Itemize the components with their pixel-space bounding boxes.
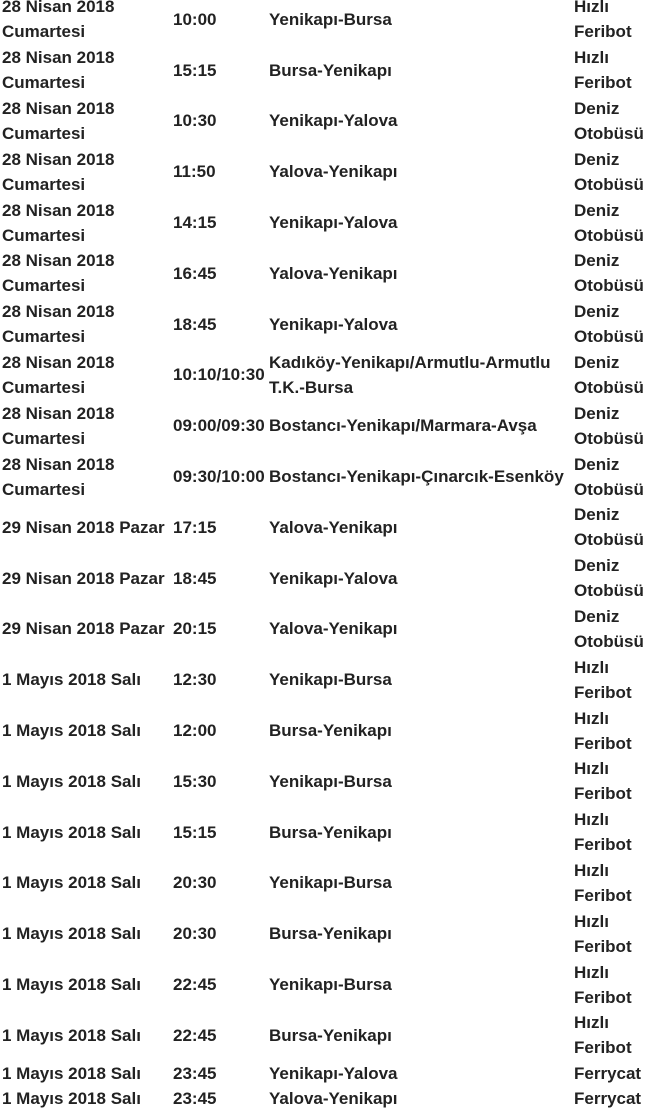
route: Yalova-Yenikapı [269, 619, 398, 639]
table-row [0, 807, 664, 858]
route: Yalova-Yenikapı [269, 1089, 398, 1109]
departure-time: 10:00 [173, 9, 217, 29]
route: Yenikapı-Yalova [269, 314, 398, 334]
vessel-type: Hızlı Feribot [574, 860, 632, 905]
departure-date: 1 Mayıs 2018 Salı [2, 771, 141, 791]
departure-date: 28 Nisan 2018 Cumartesi [2, 302, 115, 347]
departure-date: 1 Mayıs 2018 Salı [2, 670, 141, 690]
departure-time: 18:45 [173, 568, 217, 588]
departure-time: 09:30/10:00 [173, 467, 265, 487]
departure-date: 28 Nisan 2018 Cumartesi [2, 200, 115, 245]
vessel-type: Hızlı Feribot [574, 810, 632, 855]
departure-time: 20:30 [173, 924, 217, 944]
vessel-type: Deniz Otobüsü [574, 149, 644, 194]
departure-time: 12:00 [173, 721, 217, 741]
vessel-type: Deniz Otobüsü [574, 556, 644, 601]
table-row [0, 350, 664, 401]
departure-date: 1 Mayıs 2018 Salı [2, 1063, 141, 1083]
vessel-type: Ferrycat [574, 1063, 642, 1083]
route: Yenikapı-Bursa [269, 771, 392, 791]
route: Yenikapı-Yalova [269, 111, 398, 131]
route: Bursa-Yenikapı [269, 721, 392, 741]
departure-time: 10:10/10:30 [173, 365, 265, 385]
departure-time: 22:45 [173, 975, 217, 995]
departure-time: 12:30 [173, 670, 217, 690]
route: Yenikapı-Yalova [269, 213, 398, 233]
departure-date: 28 Nisan 2018 Cumartesi [2, 352, 115, 397]
departure-date: 1 Mayıs 2018 Salı [2, 721, 141, 741]
table-row [0, 146, 664, 197]
vessel-type: Deniz Otobüsü [574, 352, 644, 397]
departure-time: 23:45 [173, 1063, 217, 1083]
vessel-type: Hızlı Feribot [574, 708, 632, 753]
vessel-type: Hızlı Feribot [574, 759, 632, 804]
table-row [0, 45, 664, 96]
vessel-type: Hızlı Feribot [574, 0, 632, 42]
table-row [0, 858, 664, 909]
table-row [0, 299, 664, 350]
departure-date: 28 Nisan 2018 Cumartesi [2, 98, 115, 143]
vessel-type: Hızlı Feribot [574, 962, 632, 1007]
vessel-type: Deniz Otobüsü [574, 251, 644, 296]
departure-time: 16:45 [173, 263, 217, 283]
route: Yenikapı-Yalova [269, 568, 398, 588]
route: Bostancı-Yenikapı/Marmara-Avşa [269, 416, 537, 436]
vessel-type: Deniz Otobüsü [574, 98, 644, 143]
table-row [0, 248, 664, 299]
departure-date: 1 Mayıs 2018 Salı [2, 822, 141, 842]
departure-date: 28 Nisan 2018 Cumartesi [2, 48, 115, 93]
table-row [0, 1061, 664, 1086]
departure-date: 1 Mayıs 2018 Salı [2, 924, 141, 944]
table-row [0, 197, 664, 248]
route: Bostancı-Yenikapı-Çınarcık-Esenköy [269, 467, 564, 487]
departure-time: 15:30 [173, 771, 217, 791]
vessel-type: Deniz Otobüsü [574, 606, 644, 651]
departure-time: 20:15 [173, 619, 217, 639]
departure-time: 15:15 [173, 822, 217, 842]
vessel-type: Deniz Otobüsü [574, 403, 644, 448]
table-row [0, 451, 664, 502]
departure-date: 28 Nisan 2018 Cumartesi [2, 149, 115, 194]
departure-date: 29 Nisan 2018 Pazar [2, 619, 165, 639]
departure-date: 1 Mayıs 2018 Salı [2, 873, 141, 893]
route: Yalova-Yenikapı [269, 517, 398, 537]
departure-date: 28 Nisan 2018 Cumartesi [2, 403, 115, 448]
departure-date: 28 Nisan 2018 Cumartesi [2, 0, 115, 42]
table-row [0, 502, 664, 553]
departure-time: 23:45 [173, 1089, 217, 1109]
route: Yalova-Yenikapı [269, 162, 398, 182]
vessel-type: Hızlı Feribot [574, 1013, 632, 1058]
route: Bursa-Yenikapı [269, 60, 392, 80]
departure-date: 1 Mayıs 2018 Salı [2, 975, 141, 995]
departure-time: 18:45 [173, 314, 217, 334]
table-row [0, 604, 664, 655]
route: Yenikapı-Bursa [269, 9, 392, 29]
table-row [0, 400, 664, 451]
table-row [0, 1086, 664, 1111]
table-row [0, 756, 664, 807]
departure-time: 11:50 [173, 162, 216, 182]
route: Kadıköy-Yenikapı/Armutlu-Armutlu T.K.-Bursa [269, 352, 551, 397]
departure-time: 14:15 [173, 213, 217, 233]
table-row [0, 908, 664, 959]
route: Yenikapı-Bursa [269, 873, 392, 893]
departure-time: 09:00/09:30 [173, 416, 265, 436]
route: Yalova-Yenikapı [269, 263, 398, 283]
table-row [0, 553, 664, 604]
table-row [0, 959, 664, 1010]
route: Yenikapı-Yalova [269, 1063, 398, 1083]
table-row [0, 0, 664, 45]
departure-date: 1 Mayıs 2018 Salı [2, 1089, 141, 1109]
departure-date: 29 Nisan 2018 Pazar [2, 517, 165, 537]
vessel-type: Deniz Otobüsü [574, 302, 644, 347]
route: Yenikapı-Bursa [269, 975, 392, 995]
vessel-type: Hızlı Feribot [574, 48, 632, 93]
departure-time: 15:15 [173, 60, 217, 80]
departure-date: 29 Nisan 2018 Pazar [2, 568, 165, 588]
vessel-type: Deniz Otobüsü [574, 200, 644, 245]
table-row [0, 705, 664, 756]
departure-time: 10:30 [173, 111, 217, 131]
departure-date: 28 Nisan 2018 Cumartesi [2, 454, 115, 499]
vessel-type: Ferrycat [574, 1089, 642, 1109]
vessel-type: Hızlı Feribot [574, 911, 632, 956]
vessel-type: Deniz Otobüsü [574, 505, 644, 550]
departure-date: 1 Mayıs 2018 Salı [2, 1025, 141, 1045]
table-row [0, 96, 664, 147]
departure-time: 17:15 [173, 517, 217, 537]
vessel-type: Deniz Otobüsü [574, 454, 644, 499]
departure-time: 22:45 [173, 1025, 217, 1045]
route: Yenikapı-Bursa [269, 670, 392, 690]
vessel-type: Hızlı Feribot [574, 657, 632, 702]
table-row [0, 654, 664, 705]
route: Bursa-Yenikapı [269, 1025, 392, 1045]
departure-date: 28 Nisan 2018 Cumartesi [2, 251, 115, 296]
route: Bursa-Yenikapı [269, 822, 392, 842]
departure-time: 20:30 [173, 873, 217, 893]
table-row [0, 1010, 664, 1061]
route: Bursa-Yenikapı [269, 924, 392, 944]
